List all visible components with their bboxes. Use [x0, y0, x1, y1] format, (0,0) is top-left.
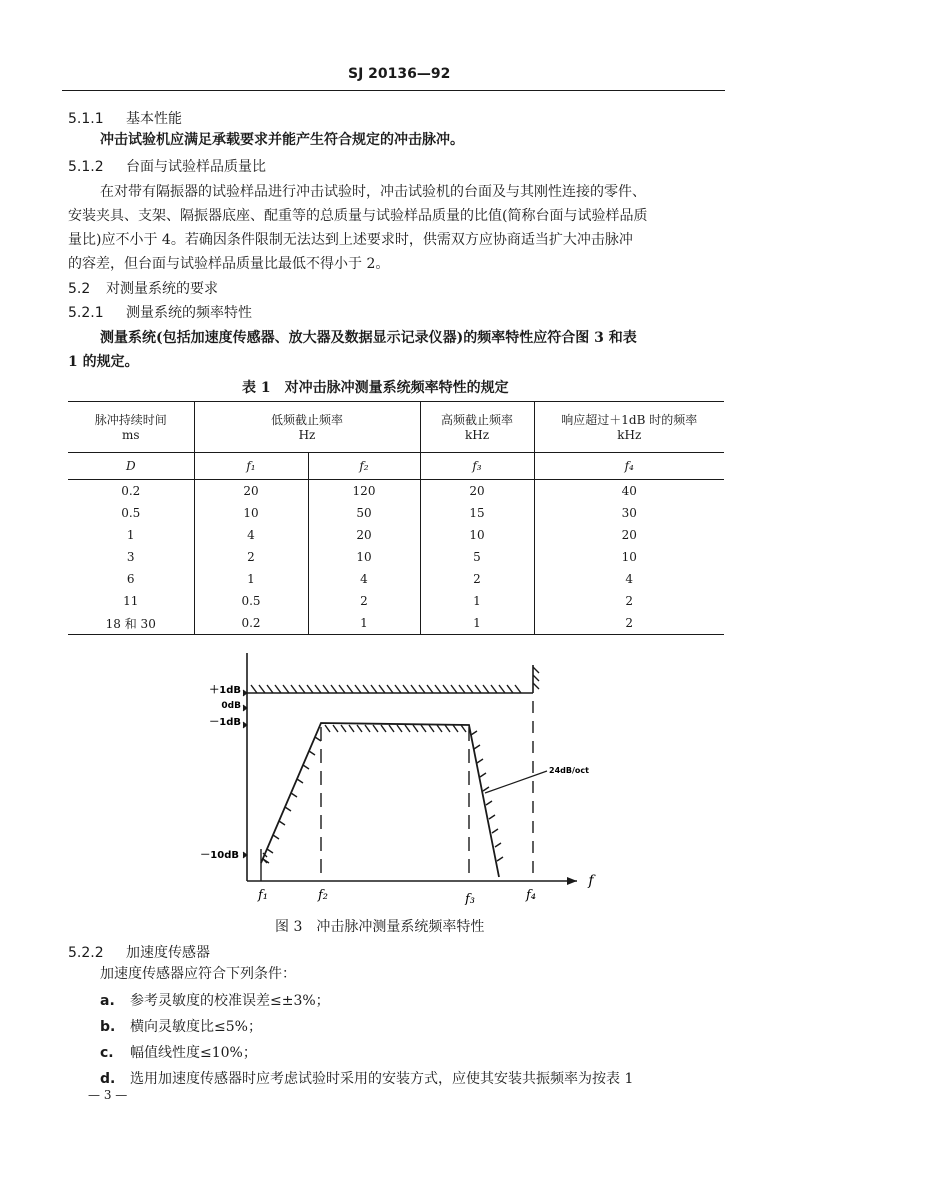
list-label: b. [100, 1019, 116, 1035]
cell: 0.5 [194, 590, 308, 612]
col-duration-header: 脉冲持续时间 [68, 402, 194, 429]
label-f1: f₁ [257, 888, 269, 903]
list-item [100, 1068, 633, 1088]
table-caption: 表 1 对冲击脉冲测量系统频率特性的规定 [242, 380, 509, 396]
section-number: 5.1.1 [68, 111, 104, 127]
cell: 11 [123, 594, 139, 608]
cell: 0.5 [121, 506, 141, 520]
sym-f2: f₂ [308, 453, 420, 480]
cell: 2 [534, 590, 724, 612]
section-5-1-2-line4: 的容差，但台面与试验样品质量比最低不得小于 2。 [68, 256, 390, 272]
section-number: 5.2.1 [68, 305, 104, 321]
section-title: 测量系统的频率特性 [126, 305, 252, 321]
label-minus1db: －1dB [209, 717, 241, 728]
cell: 120 [308, 480, 420, 503]
list-text: 幅值线性度≤10%； [130, 1045, 257, 1061]
section-5-2-2-intro: 加速度传感器应符合下列条件： [100, 966, 296, 982]
section-title: 加速度传感器 [126, 945, 210, 961]
section-title: 台面与试验样品质量比 [126, 159, 266, 175]
cell: 4 [534, 568, 724, 590]
table-row [68, 502, 724, 524]
list-label: d. [100, 1071, 116, 1087]
cell: 1 [420, 590, 534, 612]
list-item [100, 1042, 257, 1062]
cell: 20 [534, 524, 724, 546]
section-title: 基本性能 [126, 111, 182, 127]
col-high-cutoff-header: 高频截止频率 [420, 402, 534, 429]
label-f: f [588, 873, 594, 889]
frequency-table [68, 401, 724, 635]
section-5-2-1-heading [68, 302, 252, 322]
col-low-cutoff-unit: Hz [194, 428, 420, 453]
cell: 2 [308, 590, 420, 612]
list-item [100, 1016, 262, 1036]
table-row [68, 568, 724, 590]
page-number: — 3 — [88, 1088, 128, 1102]
header-rule [62, 90, 725, 91]
plus1db-hatching [251, 685, 521, 693]
cell: 2 [420, 568, 534, 590]
cell: 18 和 30 [68, 612, 194, 635]
section-number: 5.1.2 [68, 159, 104, 175]
cell: 4 [194, 524, 308, 546]
minus1db-lower-limit [261, 723, 499, 877]
f4-hatching [533, 667, 539, 689]
label-slope: 24dB/oct [549, 766, 589, 775]
table-row [68, 480, 724, 503]
table-row [68, 590, 724, 612]
cell: 5 [420, 546, 534, 568]
sym-f3: f₃ [420, 453, 534, 480]
cell: 20 [194, 480, 308, 503]
sym-f1: f₁ [194, 453, 308, 480]
section-5-1-1-text: 冲击试验机应满足承载要求并能产生符合规定的冲击脉冲。 [100, 132, 464, 148]
section-5-1-2-line1: 在对带有隔振器的试验样品进行冲击试验时，冲击试验机的台面及与其刚性连接的零件、 [100, 184, 646, 200]
sym-f4: f₄ [534, 453, 724, 480]
cell: 20 [420, 480, 534, 503]
section-5-2-heading [68, 278, 218, 298]
label-f2: f₂ [317, 888, 329, 903]
cell: 40 [534, 480, 724, 503]
cell: 50 [308, 502, 420, 524]
table-row [68, 612, 724, 635]
cell: 4 [308, 568, 420, 590]
label-0db: 0dB [221, 701, 241, 711]
frequency-response-figure [195, 645, 615, 905]
section-5-2-2-heading [68, 942, 210, 962]
cell: 2 [194, 546, 308, 568]
table-row [68, 524, 724, 546]
col-duration-unit: ms [68, 428, 194, 453]
cell: 2 [534, 612, 724, 635]
list-label: a. [100, 993, 115, 1009]
cell: 1 [126, 528, 135, 542]
section-5-2-1-line1: 测量系统(包括加速度传感器、放大器及数据显示记录仪器)的频率特性应符合图 3 和表 [100, 330, 637, 346]
section-5-1-2-line3: 量比)应不小于 4。若确因条件限制无法达到上述要求时，供需双方应协商适当扩大冲击脉冲 [68, 232, 633, 248]
section-5-1-2-heading [68, 156, 266, 176]
cell: 0.2 [121, 484, 141, 498]
col-over1db-unit: kHz [534, 428, 724, 453]
cell: 30 [534, 502, 724, 524]
list-text: 参考灵敏度的校准误差≤±3%； [130, 993, 330, 1009]
cell: 10 [420, 524, 534, 546]
cell: 1 [308, 612, 420, 635]
slope-leader-line [485, 771, 547, 793]
label-plus1db: ＋1dB [209, 685, 241, 696]
minus1db-hatching [261, 725, 503, 867]
document-code: SJ 20136—92 [348, 66, 451, 82]
cell: 10 [194, 502, 308, 524]
cell: 3 [126, 550, 135, 564]
list-text: 选用加速度传感器时应考虑试验时采用的安装方式，应使其安装共振频率为按表 1 [130, 1071, 634, 1087]
col-over1db-header: 响应超过＋1dB 时的频率 [534, 402, 724, 429]
col-low-cutoff-header: 低频截止频率 [194, 402, 420, 429]
section-number: 5.2.2 [68, 945, 104, 961]
label-f4: f₄ [525, 888, 537, 903]
section-5-1-1-heading [68, 108, 182, 128]
cell: 15 [420, 502, 534, 524]
cell: 10 [534, 546, 724, 568]
sym-d: D [68, 453, 194, 480]
cell: 1 [194, 568, 308, 590]
cell: 20 [308, 524, 420, 546]
cell: 0.2 [194, 612, 308, 635]
cell: 10 [308, 546, 420, 568]
label-minus10db: －10dB [200, 850, 239, 861]
cell: 1 [420, 612, 534, 635]
label-f3: f₃ [464, 892, 476, 905]
section-title: 对测量系统的要求 [106, 281, 218, 297]
figure-caption: 图 3 冲击脉冲测量系统频率特性 [275, 919, 485, 935]
list-text: 横向灵敏度比≤5%； [130, 1019, 262, 1035]
cell: 6 [126, 572, 135, 586]
x-axis-arrow [567, 877, 577, 885]
list-item [100, 990, 330, 1010]
section-5-1-2-line2: 安装夹具、支架、隔振器底座、配重等的总质量与试验样品质量的比值(简称台面与试验样品质 [68, 208, 648, 224]
table-row [68, 546, 724, 568]
section-number: 5.2 [68, 281, 91, 297]
list-label: c. [100, 1045, 114, 1061]
col-high-cutoff-unit: kHz [420, 428, 534, 453]
section-5-2-1-line2: 1 的规定。 [68, 354, 139, 370]
